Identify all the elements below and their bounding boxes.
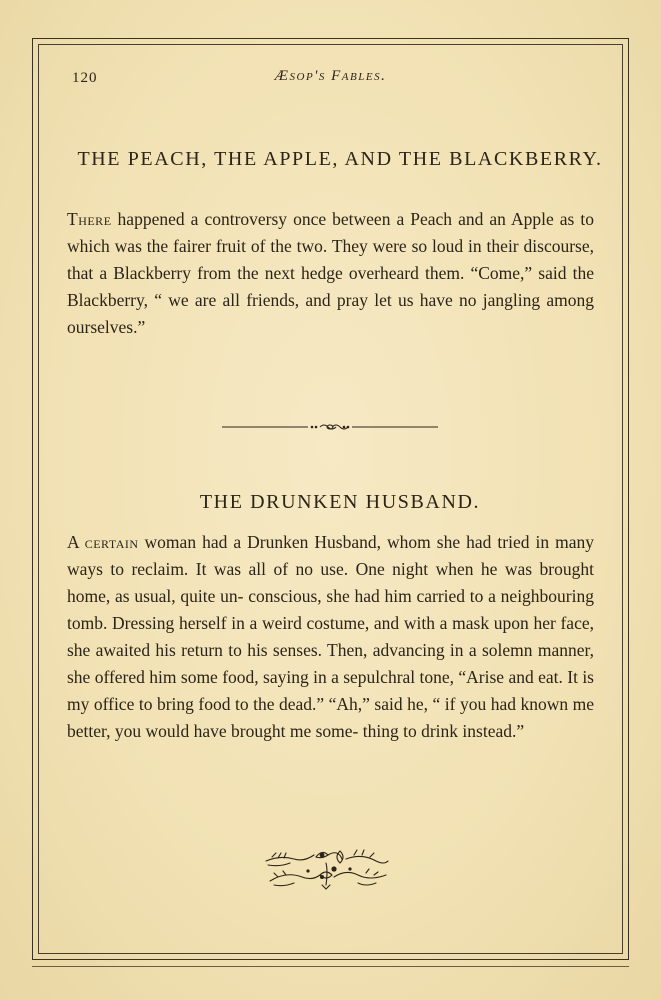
fable-lead-word: There [67,209,112,229]
running-head [0,68,661,85]
ornamental-rule-icon [222,420,438,434]
fable-lead-word: certain [84,532,139,552]
fable-title-peach-apple-blackberry: THE PEACH, THE APPLE, AND THE BLACKBERRY. [77,148,603,170]
bottom-rule [32,966,629,967]
page-number: 120 [72,70,98,86]
running-head-text: sop's Fables. [289,68,387,84]
fable-body-text: woman had a Drunken Husband, whom she had tried in many ways to reclaim. It was all of no use. One night when he was brought home, as usual, quite un- conscious, she had him carried to a neighbouring tomb. Dressing herself in a weird costume, and with a mask upon her face, she awaited his return to his senses. Then, advancing in a solemn manner, she offered him some food, saying in a sepulchral tone, “Arise and eat. It is my office to bring food to the dead.” “Ah,” said he, “ if you had known me better, you would have brought me some- thing to drink instead.” [67,532,594,741]
fable-text-peach-apple-blackberry [67,206,594,341]
fable-body-text: happened a controversy once between a Peach and an Apple as to which was the fairer fruit of the two. They were so loud in their discourse, that a Blackberry from the next hedge overheard them. “Come,” said the Blackberry, “ we are all friends, and pray let us have no jangling among ourselves.” [67,209,594,337]
fable-lead-article: A [67,532,85,552]
fable-title-drunken-husband: THE DRUNKEN HUSBAND. [199,491,481,513]
floral-tailpiece-icon [262,845,392,893]
running-head-initial: Æ [274,68,290,84]
fable-text-drunken-husband [67,529,594,745]
